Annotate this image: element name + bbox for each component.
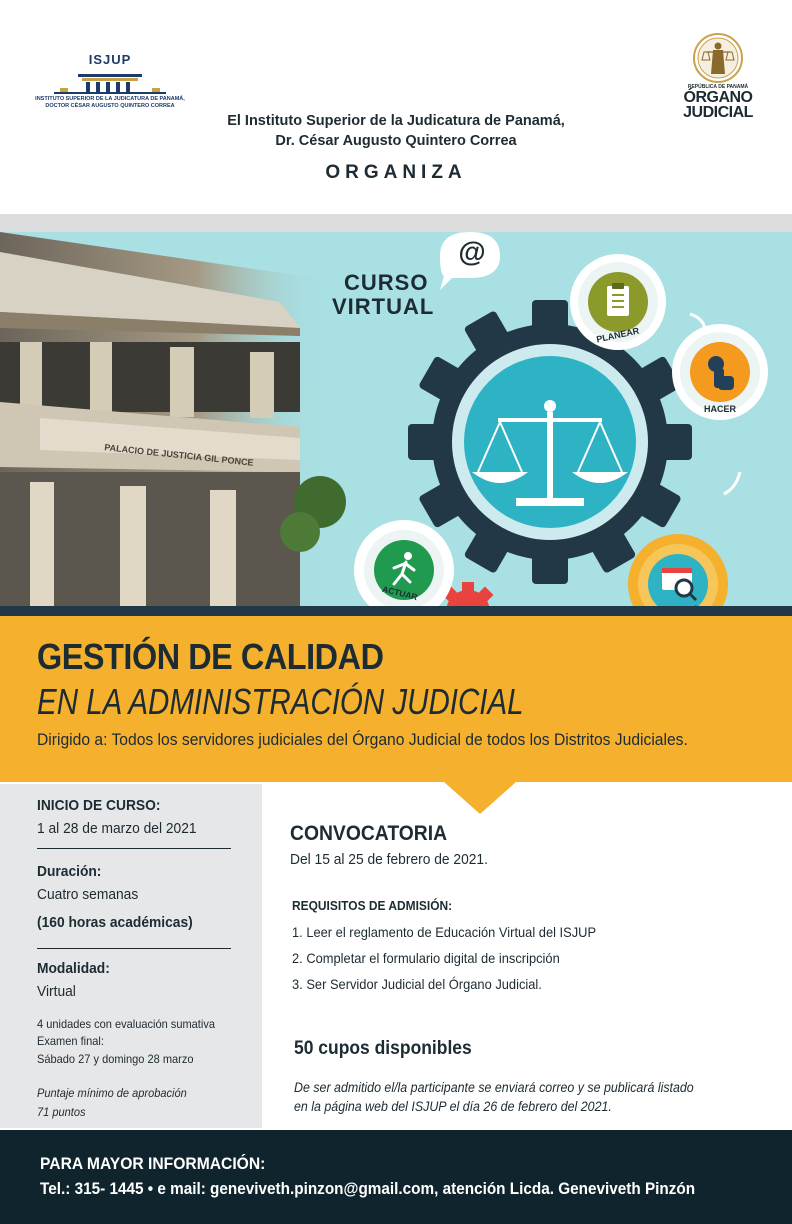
- requisitos-title: REQUISITOS DE ADMISIÓN:: [292, 898, 453, 913]
- curso-label: CURSO: [344, 270, 429, 295]
- requirement-item: 3. Ser Servidor Judicial del Órgano Judicial.: [292, 976, 542, 992]
- building-sign: PALACIO DE JUSTICIA GIL PONCE: [103, 442, 254, 468]
- modalidad-value: Virtual: [37, 983, 76, 1000]
- at-symbol: @: [458, 236, 486, 267]
- admission-note-line1: De ser admitido el/la participante se enviará correo y se publicará listado: [294, 1080, 694, 1095]
- cupos-disponibles: 50 cupos disponibles: [294, 1038, 472, 1059]
- requirement-item: 1. Leer el reglamento de Educación Virtual del ISJUP: [292, 924, 597, 940]
- duracion-label: Duración:: [37, 863, 102, 880]
- requirement-item: 2. Completar el formulario digital de inscripción: [292, 950, 560, 966]
- institution-line2: Dr. César Augusto Quintero Correa: [275, 133, 517, 149]
- gear-label-planear: PLANEAR: [595, 325, 641, 345]
- footer-contact: Tel.: 315- 1445 • e mail: geneviveth.pinzon@gmail.com, atención Licda. Geneviveth Pinzón: [40, 1179, 696, 1198]
- puntaje-line2: 71 puntos: [37, 1105, 86, 1119]
- hero-banner: [0, 232, 792, 608]
- course-title-line2: EN LA ADMINISTRACIÓN JUDICIAL: [37, 681, 524, 722]
- hero-bottom-bar: [0, 606, 792, 616]
- details-divider-2: [37, 948, 231, 949]
- horas-value: (160 horas académicas): [37, 914, 193, 931]
- puntaje-line1: Puntaje mínimo de aprobación: [37, 1086, 187, 1100]
- unidades-text: 4 unidades con evaluación sumativa: [37, 1017, 215, 1031]
- inicio-label: INICIO DE CURSO:: [37, 797, 161, 814]
- examen-label: Examen final:: [37, 1034, 104, 1048]
- footer-title: PARA MAYOR INFORMACIÓN:: [40, 1154, 266, 1173]
- examen-value: Sábado 27 y domingo 28 marzo: [37, 1052, 194, 1066]
- convocatoria-title: CONVOCATORIA: [290, 822, 448, 845]
- virtual-label: VIRTUAL: [332, 294, 435, 319]
- isjup-caption-line2: DOCTOR CÉSAR AUGUSTO QUINTERO CORREA: [45, 103, 175, 109]
- isjup-caption: [30, 96, 190, 110]
- inicio-value: 1 al 28 de marzo del 2021: [37, 820, 197, 837]
- isjup-caption-line1: INSTITUTO SUPERIOR DE LA JUDICATURA DE PANAMÁ,: [35, 96, 185, 102]
- footer: [0, 1130, 792, 1224]
- clipboard-icon: [607, 283, 629, 316]
- duracion-value: Cuatro semanas: [37, 886, 139, 903]
- header-divider: [0, 214, 792, 232]
- oj-republica-text: REPÚBLICA DE PANAMÁ: [687, 84, 749, 90]
- isjup-wordmark: ISJUP: [88, 52, 132, 67]
- modalidad-label: Modalidad:: [37, 960, 110, 977]
- gear-label-actuar: ACTUAR: [381, 583, 419, 603]
- admission-note-line2: en la página web del ISJUP el día 26 de febrero del 2021.: [294, 1099, 612, 1114]
- convocatoria-dates: Del 15 al 25 de febrero de 2021.: [290, 851, 488, 868]
- oj-line2: JUDICIAL: [683, 104, 753, 121]
- organiza-heading: ORGANIZA: [325, 162, 467, 183]
- institution-line1: El Instituto Superior de la Judicatura de Panamá,: [227, 113, 565, 129]
- course-audience: Dirigido a: Todos los servidores judiciales del Órgano Judicial de todos los Distritos Judiciales.: [37, 730, 688, 749]
- oj-line1: ÓRGANO: [683, 89, 753, 106]
- details-divider-1: [37, 848, 231, 849]
- gear-label-hacer: HACER: [704, 404, 737, 414]
- course-title-line1: GESTIÓN DE CALIDAD: [37, 636, 384, 677]
